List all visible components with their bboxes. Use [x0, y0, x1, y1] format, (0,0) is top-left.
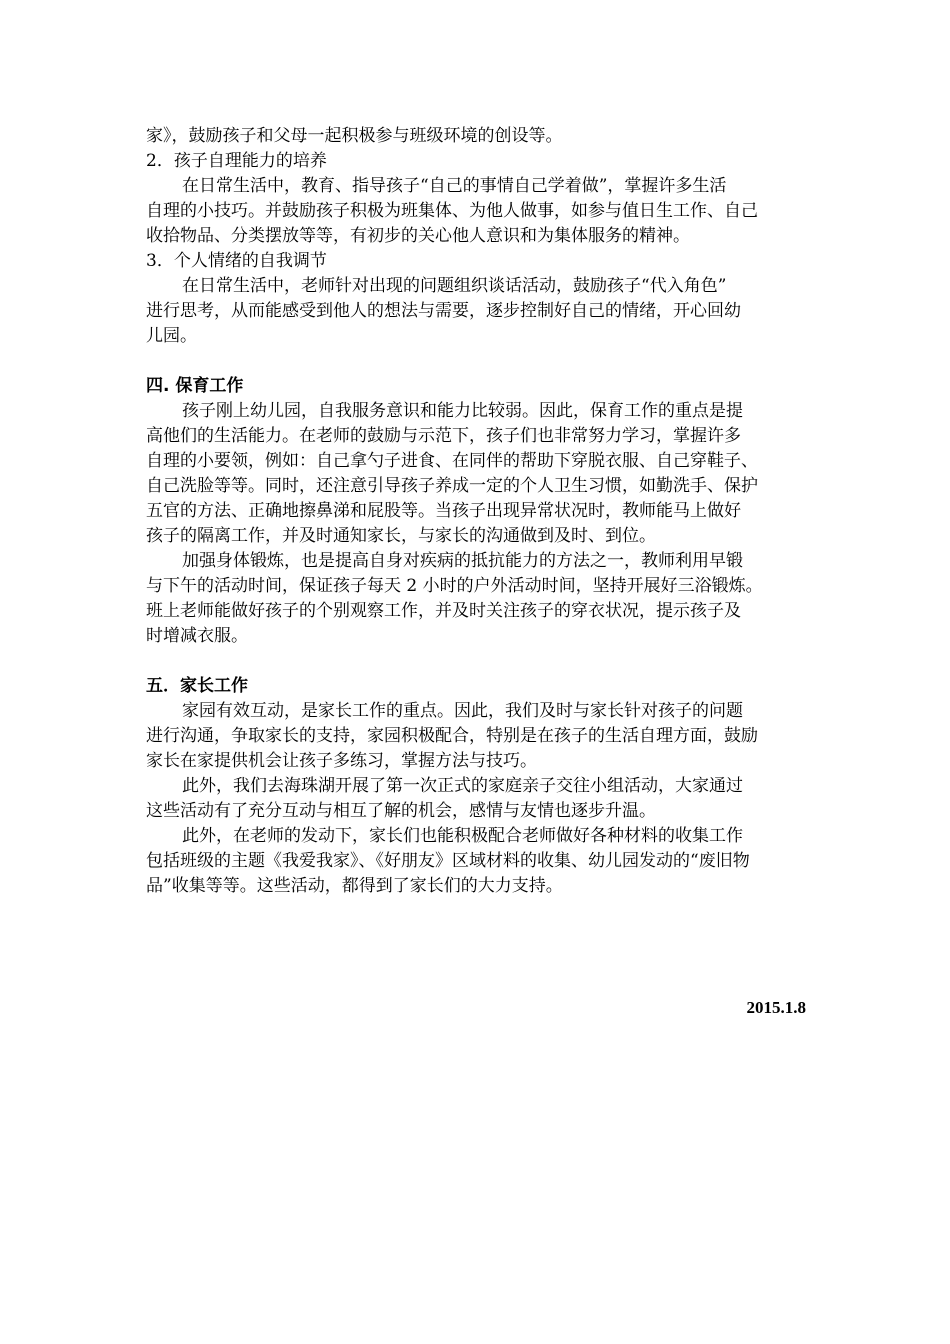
paragraph-line: 品”收集等等。这些活动，都得到了家长们的大力支持。 — [146, 876, 563, 896]
paragraph-line: 此外，在老师的发动下，家长们也能积极配合老师做好各种材料的收集工作 — [182, 826, 743, 846]
document-date: 2015.1.8 — [746, 998, 806, 1017]
paragraph-line: 时增减衣服。 — [146, 626, 248, 646]
paragraph-line: 进行思考，从而能感受到他人的想法与需要，逐步控制好自己的情绪，开心回幼 — [146, 301, 741, 321]
paragraph-line: 收拾物品、分类摆放等等，有初步的关心他人意识和为集体服务的精神。 — [146, 226, 690, 246]
paragraph-line: 在日常生活中，老师针对出现的问题组织谈话活动，鼓励孩子“代入角色” — [182, 276, 727, 296]
subheading-self-care: 2．孩子自理能力的培养 — [146, 151, 327, 171]
paragraph-line: 在日常生活中，教育、指导孩子“自己的事情自己学着做”，掌握许多生活 — [182, 176, 727, 196]
paragraph-line: 这些活动有了充分互动与相互了解的机会，感情与友情也逐步升温。 — [146, 801, 656, 821]
section-heading-childcare: 四. 保育工作 — [146, 376, 244, 396]
paragraph-line: 进行沟通，争取家长的支持，家园积极配合，特别是在孩子的生活自理方面，鼓励 — [146, 726, 758, 746]
paragraph-line: 自理的小要领，例如：自己拿勺子进食、在同伴的帮助下穿脱衣服、自己穿鞋子、 — [146, 451, 758, 471]
paragraph-line: 孩子刚上幼儿园，自我服务意识和能力比较弱。因此，保育工作的重点是提 — [182, 401, 743, 421]
subheading-emotion: 3．个人情绪的自我调节 — [146, 251, 327, 271]
paragraph-line: 加强身体锻炼，也是提高自身对疾病的抵抗能力的方法之一，教师利用早锻 — [182, 551, 743, 571]
paragraph-line: 此外，我们去海珠湖开展了第一次正式的家庭亲子交往小组活动，大家通过 — [182, 776, 743, 796]
paragraph-line: 儿园。 — [146, 326, 197, 346]
spacer — [146, 649, 806, 674]
paragraph-line: 家》，鼓励孩子和父母一起积极参与班级环境的创设等。 — [146, 126, 563, 146]
paragraph-line: 五官的方法、正确地擦鼻涕和屁股等。当孩子出现异常状况时，教师能马上做好 — [146, 501, 741, 521]
document-body — [146, 124, 806, 899]
paragraph-line: 自己洗脸等等。同时，还注意引导孩子养成一定的个人卫生习惯，如勤洗手、保护 — [146, 476, 758, 496]
spacer — [146, 349, 806, 374]
paragraph-line: 班上老师能做好孩子的个别观察工作，并及时关注孩子的穿衣状况，提示孩子及 — [146, 601, 741, 621]
paragraph-line: 孩子的隔离工作，并及时通知家长，与家长的沟通做到及时、到位。 — [146, 526, 656, 546]
paragraph-line: 自理的小技巧。并鼓励孩子积极为班集体、为他人做事，如参与值日生工作、自己 — [146, 201, 758, 221]
paragraph-line: 包括班级的主题《我爱我家》、《好朋友》区域材料的收集、幼儿园发动的“废旧物 — [146, 851, 750, 871]
section-heading-parents: 五．家长工作 — [146, 676, 248, 696]
paragraph-line: 与下午的活动时间，保证孩子每天 2 小时的户外活动时间，坚持开展好三浴锻炼。 — [146, 576, 763, 596]
paragraph-line: 家长在家提供机会让孩子多练习，掌握方法与技巧。 — [146, 751, 537, 771]
paragraph-line: 家园有效互动，是家长工作的重点。因此，我们及时与家长针对孩子的问题 — [182, 701, 743, 721]
paragraph-line: 高他们的生活能力。在老师的鼓励与示范下，孩子们也非常努力学习，掌握许多 — [146, 426, 741, 446]
